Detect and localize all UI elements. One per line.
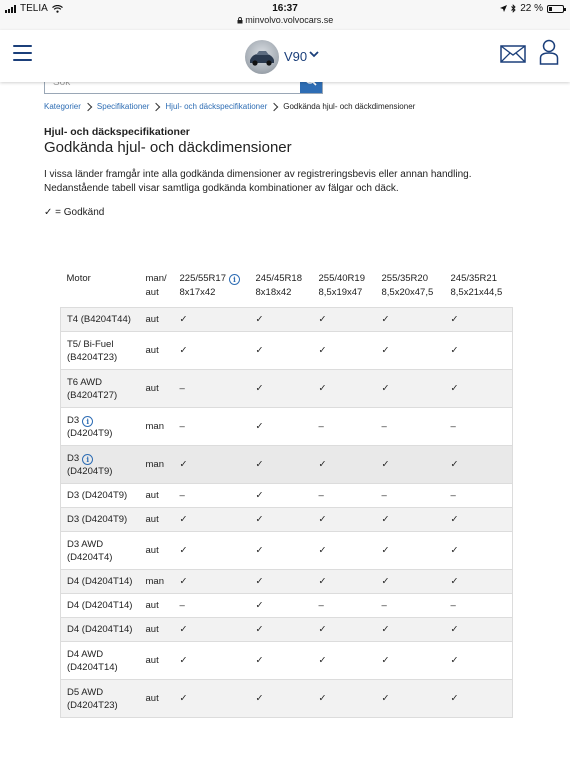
- approval-cell: ✓: [318, 345, 327, 356]
- column-header-line2: 8,5x20x47,5: [381, 287, 434, 298]
- intro-text: I vissa länder framgår inte alla godkända dimensioner av registreringsbevis eller annan handling. Nedanstående tabell visar samtliga godkända kombinationer av fälgar och däck.: [44, 169, 472, 194]
- breadcrumb-specifikationer[interactable]: Specifikationer: [96, 102, 150, 111]
- table-row: [61, 446, 513, 484]
- approval-cell: ✓: [450, 459, 459, 470]
- user-icon[interactable]: [539, 39, 559, 65]
- approval-cell: ✓: [179, 345, 188, 356]
- transmission-cell: aut: [145, 345, 159, 356]
- motor-name: T4 (B4204T44): [67, 314, 131, 325]
- approval-cell: ✓: [255, 383, 264, 394]
- motor-name: D5 AWD: [67, 686, 104, 698]
- approval-cell: ✓: [381, 459, 390, 470]
- table-row: [61, 308, 513, 332]
- motor-name: D3: [67, 414, 80, 426]
- table-row: [61, 484, 513, 508]
- model-selector[interactable]: V90: [284, 49, 308, 64]
- motor-cell: [61, 332, 140, 370]
- approval-cell: ✓: [318, 459, 327, 470]
- approval-cell: ✓: [318, 693, 327, 704]
- approval-cell: –: [318, 421, 324, 432]
- dimensions-table: [60, 266, 513, 718]
- url-text: minvolvo.volvocars.se: [245, 15, 334, 25]
- battery-level: [549, 7, 552, 11]
- column-header-line2: 8,5x21x44,5: [450, 287, 503, 298]
- transmission-cell: aut: [145, 545, 159, 556]
- approval-cell: ✓: [255, 490, 264, 501]
- column-header-line2: 8,5x19x47: [318, 287, 363, 298]
- approval-cell: ✓: [255, 545, 264, 556]
- page-subtitle: Hjul- och däckspecifikationer: [44, 126, 190, 138]
- approval-cell: ✓: [450, 624, 459, 635]
- approval-cell: ✓: [318, 655, 327, 666]
- column-header-line1: 225/55R17: [179, 273, 226, 284]
- column-header-line1: Motor: [66, 273, 91, 284]
- column-header: [313, 266, 376, 308]
- page-title: Godkända hjul- och däckdimensioner: [44, 139, 292, 156]
- breadcrumb-current: Godkända hjul- och däckdimensioner: [283, 102, 416, 111]
- approval-cell: –: [318, 490, 324, 501]
- approval-cell: ✓: [179, 655, 188, 666]
- motor-cell: [61, 618, 140, 642]
- info-icon[interactable]: i: [82, 416, 93, 427]
- table-row: [61, 408, 513, 446]
- approval-cell: ✓: [179, 545, 188, 556]
- table-row: [61, 508, 513, 532]
- approval-cell: ✓: [381, 514, 390, 525]
- approval-cell: ✓: [255, 421, 264, 432]
- motor-code: (D4204T14): [67, 661, 118, 673]
- motor-code: (B4204T23): [67, 351, 118, 363]
- table-body: [61, 308, 513, 718]
- url-bar[interactable]: [0, 15, 570, 25]
- motor-code: (D4204T9): [67, 465, 113, 477]
- approval-cell: –: [450, 600, 456, 611]
- approval-cell: ✓: [255, 693, 264, 704]
- transmission-cell: aut: [145, 314, 159, 325]
- hamburger-menu-icon[interactable]: [13, 45, 32, 61]
- motor-code: (D4204T23): [67, 699, 118, 711]
- table-row: [61, 532, 513, 570]
- mail-icon[interactable]: [500, 45, 526, 63]
- approval-cell: –: [450, 421, 456, 432]
- clock: 16:37: [272, 3, 298, 14]
- approval-cell: ✓: [318, 383, 327, 394]
- approval-cell: –: [381, 490, 387, 501]
- motor-name: D3 (D4204T9): [67, 514, 128, 525]
- approval-cell: ✓: [381, 545, 390, 556]
- motor-cell: [61, 594, 140, 618]
- table-row: [61, 680, 513, 718]
- approval-cell: ✓: [255, 514, 264, 525]
- transmission-cell: aut: [145, 693, 159, 704]
- motor-name: T5/ Bi-Fuel: [67, 338, 114, 350]
- table-row: [61, 332, 513, 370]
- carrier-label: TELIA: [20, 3, 48, 14]
- table-row: [61, 618, 513, 642]
- battery-icon: [547, 5, 564, 13]
- chevron-down-icon[interactable]: [309, 51, 319, 58]
- transmission-cell: man: [145, 576, 164, 587]
- approval-cell: ✓: [179, 514, 188, 525]
- approval-cell: ✓: [179, 459, 188, 470]
- approval-cell: ✓: [381, 624, 390, 635]
- approval-cell: ✓: [318, 624, 327, 635]
- info-icon[interactable]: i: [82, 454, 93, 465]
- approval-cell: ✓: [318, 314, 327, 325]
- breadcrumb-hjul-och-dack[interactable]: Hjul- och däckspecifikationer: [165, 102, 268, 111]
- approval-cell: –: [381, 600, 387, 611]
- motor-name: T6 AWD: [67, 376, 103, 388]
- motor-cell: [61, 680, 140, 718]
- transmission-cell: aut: [145, 600, 159, 611]
- column-header-line1: 255/40R19: [318, 273, 365, 284]
- approval-cell: ✓: [450, 545, 459, 556]
- transmission-cell: aut: [145, 655, 159, 666]
- table-header-row: [61, 266, 513, 308]
- chevron-right-icon: [152, 102, 160, 110]
- approval-cell: –: [179, 600, 185, 611]
- breadcrumb: [44, 102, 415, 111]
- motor-cell: [61, 370, 140, 408]
- approval-cell: –: [179, 421, 185, 432]
- column-header-line2: 8x17x42: [179, 287, 216, 298]
- column-header-line1: man/: [145, 273, 167, 284]
- transmission-cell: man: [145, 421, 164, 432]
- approval-cell: ✓: [381, 345, 390, 356]
- table-row: [61, 642, 513, 680]
- approval-cell: ✓: [450, 314, 459, 325]
- motor-code: (D4204T9): [67, 427, 113, 439]
- table-row: [61, 370, 513, 408]
- motor-name: D4 (D4204T14): [67, 624, 133, 635]
- motor-cell: [61, 532, 140, 570]
- motor-cell: [61, 508, 140, 532]
- approval-cell: ✓: [255, 576, 264, 587]
- approval-cell: ✓: [381, 655, 390, 666]
- motor-name: D4 (D4204T14): [67, 576, 133, 587]
- transmission-cell: aut: [145, 490, 159, 501]
- motor-cell: [61, 446, 140, 484]
- motor-name: D3: [67, 452, 80, 464]
- approval-cell: ✓: [450, 383, 459, 394]
- column-header: [250, 266, 313, 308]
- approval-cell: ✓: [255, 345, 264, 356]
- column-header: [174, 266, 250, 308]
- approval-cell: ✓: [450, 576, 459, 587]
- motor-cell: [61, 642, 140, 680]
- approval-cell: ✓: [318, 576, 327, 587]
- approval-cell: –: [318, 600, 324, 611]
- approval-cell: ✓: [318, 545, 327, 556]
- car-image: [245, 40, 279, 74]
- chevron-right-icon: [84, 102, 92, 110]
- info-icon[interactable]: i: [229, 274, 240, 285]
- motor-name: D3 AWD: [67, 538, 104, 550]
- table-header: [61, 266, 513, 308]
- approval-cell: ✓: [381, 693, 390, 704]
- approval-cell: ✓: [450, 655, 459, 666]
- column-header-line2: aut: [145, 287, 159, 298]
- lock-icon: [237, 17, 243, 24]
- column-header: [376, 266, 445, 308]
- chevron-right-icon: [270, 102, 278, 110]
- approval-cell: ✓: [255, 314, 264, 325]
- column-header: [445, 266, 513, 308]
- approval-cell: –: [381, 421, 387, 432]
- approval-cell: –: [179, 490, 185, 501]
- transmission-cell: aut: [145, 383, 159, 394]
- column-header: [140, 266, 174, 308]
- breadcrumb-kategorier[interactable]: Kategorier: [44, 102, 81, 111]
- motor-code: (D4204T4): [67, 551, 113, 563]
- approval-cell: ✓: [255, 600, 264, 611]
- column-header-line1: 245/35R21: [450, 273, 497, 284]
- approval-cell: ✓: [255, 624, 264, 635]
- approval-cell: ✓: [381, 383, 390, 394]
- legend-text: ✓ = Godkänd: [44, 207, 105, 218]
- motor-name: D3 (D4204T9): [67, 490, 128, 501]
- approval-cell: ✓: [255, 655, 264, 666]
- motor-cell: [61, 408, 140, 446]
- motor-name: D4 (D4204T14): [67, 600, 133, 611]
- column-header: [61, 266, 140, 308]
- dimensions-table-container: [60, 266, 512, 718]
- approval-cell: –: [179, 383, 185, 394]
- status-right: [500, 3, 564, 14]
- motor-cell: [61, 570, 140, 594]
- app-header: [0, 30, 570, 82]
- transmission-cell: aut: [145, 624, 159, 635]
- table-row: [61, 570, 513, 594]
- approval-cell: ✓: [179, 693, 188, 704]
- approval-cell: ✓: [179, 576, 188, 587]
- approval-cell: ✓: [450, 693, 459, 704]
- transmission-cell: aut: [145, 514, 159, 525]
- approval-cell: ✓: [381, 314, 390, 325]
- column-header-line1: 245/45R18: [255, 273, 302, 284]
- table-row: [61, 594, 513, 618]
- approval-cell: ✓: [179, 624, 188, 635]
- approval-cell: ✓: [450, 514, 459, 525]
- motor-code: (B4204T27): [67, 389, 118, 401]
- battery-percent: 22 %: [520, 3, 543, 14]
- approval-cell: ✓: [179, 314, 188, 325]
- motor-cell: [61, 484, 140, 508]
- transmission-cell: man: [145, 459, 164, 470]
- approval-cell: ✓: [450, 345, 459, 356]
- status-bar: [0, 0, 570, 30]
- bluetooth-icon: [511, 4, 516, 13]
- approval-cell: ✓: [255, 459, 264, 470]
- motor-name: D4 AWD: [67, 648, 104, 660]
- column-header-line1: 255/35R20: [381, 273, 428, 284]
- approval-cell: –: [450, 490, 456, 501]
- motor-cell: [61, 308, 140, 332]
- location-icon: [500, 5, 507, 12]
- approval-cell: ✓: [318, 514, 327, 525]
- approval-cell: ✓: [381, 576, 390, 587]
- column-header-line2: 8x18x42: [255, 287, 292, 298]
- car-thumbnail[interactable]: [245, 40, 279, 74]
